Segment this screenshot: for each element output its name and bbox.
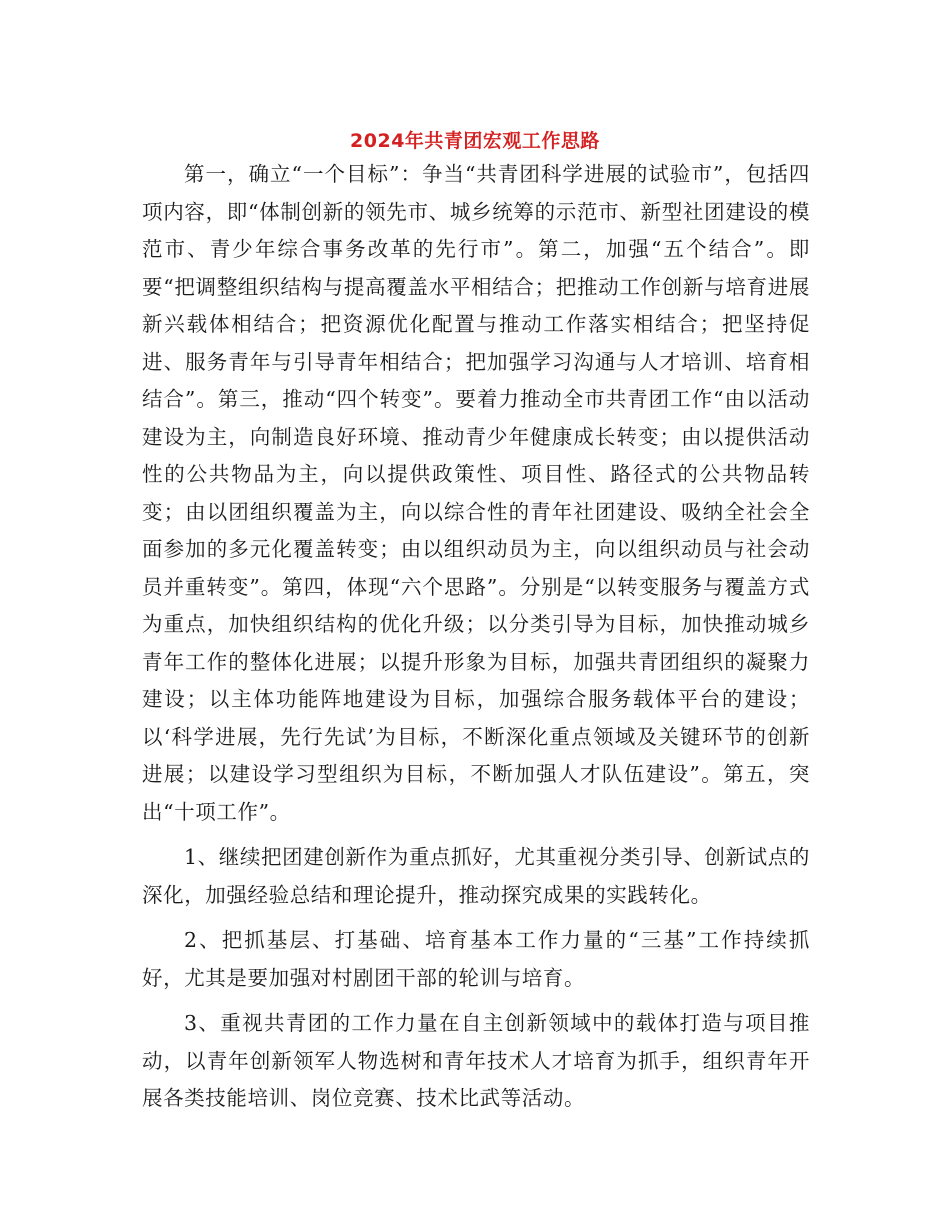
paragraph-item-2: 2、把抓基层、打基础、培育基本工作力量的“三基”工作持续抓好，尤其是要加强对村剧团干部的轮训与培育。 xyxy=(142,928,810,990)
paragraph-item-3: 3、重视共青团的工作力量在自主创新领域中的载体打造与项目推动，以青年创新领军人物选树和青年技术人才培育为抓手，组织青年开展各类技能培训、岗位竞赛、技术比武等活动。 xyxy=(142,1011,810,1110)
paragraph-item-1: 1、继续把团建创新作为重点抓好，尤其重视分类引导、创新试点的深化，加强经验总结和理论提升，推动探究成果的实践转化。 xyxy=(142,845,810,907)
document-body xyxy=(142,156,810,1118)
document-title: 2024年共青团宏观工作思路 xyxy=(350,129,600,152)
paragraph-intro: 第一，确立“一个目标”：争当“共青团科学进展的试验市”，包括四项内容，即“体制创新的领先市、城乡统筹的示范市、新型社团建设的模范市、青少年综合事务改革的先行市”。第二，加强“五个结合”。即要“把调整组织结构与提高覆盖水平相结合；把推动工作创新与培育进展新兴载体相结合；把资源优化配置与推动工作落实相结合；把坚持促进、服务青年与引导青年相结合；把加强学习沟通与人才培训、培育相结合”。第三，推动“四个转变”。要着力推动全市共青团工作“由以活动建设为主，向制造良好环境、推动青少年健康成长转变；由以提供活动性的公共物品为主，向以提供政策性、项目性、路径式的公共物品转变；由以团组织覆盖为主，向以综合性的青年社团建设、吸纳全社会全面参加的多元化覆盖转变；由以组织动员为主，向以组织动员与社会动员并重转变”。第四，体现“六个思路”。分别是“以转变服务与覆盖方式为重点，加快组织结构的优化升级；以分类引导为目标，加快推动城乡青年工作的整体化进展；以提升形象为目标，加强共青团组织的凝聚力建设；以主体功能阵地建设为目标，加强综合服务载体平台的建设；以‘科学进展，先行先试’为目标，不断深化重点领域及关键环节的创新进展；以建设学习型组织为目标，不断加强人才队伍建设”。第五，突出“十项工作”。 xyxy=(142,162,810,824)
